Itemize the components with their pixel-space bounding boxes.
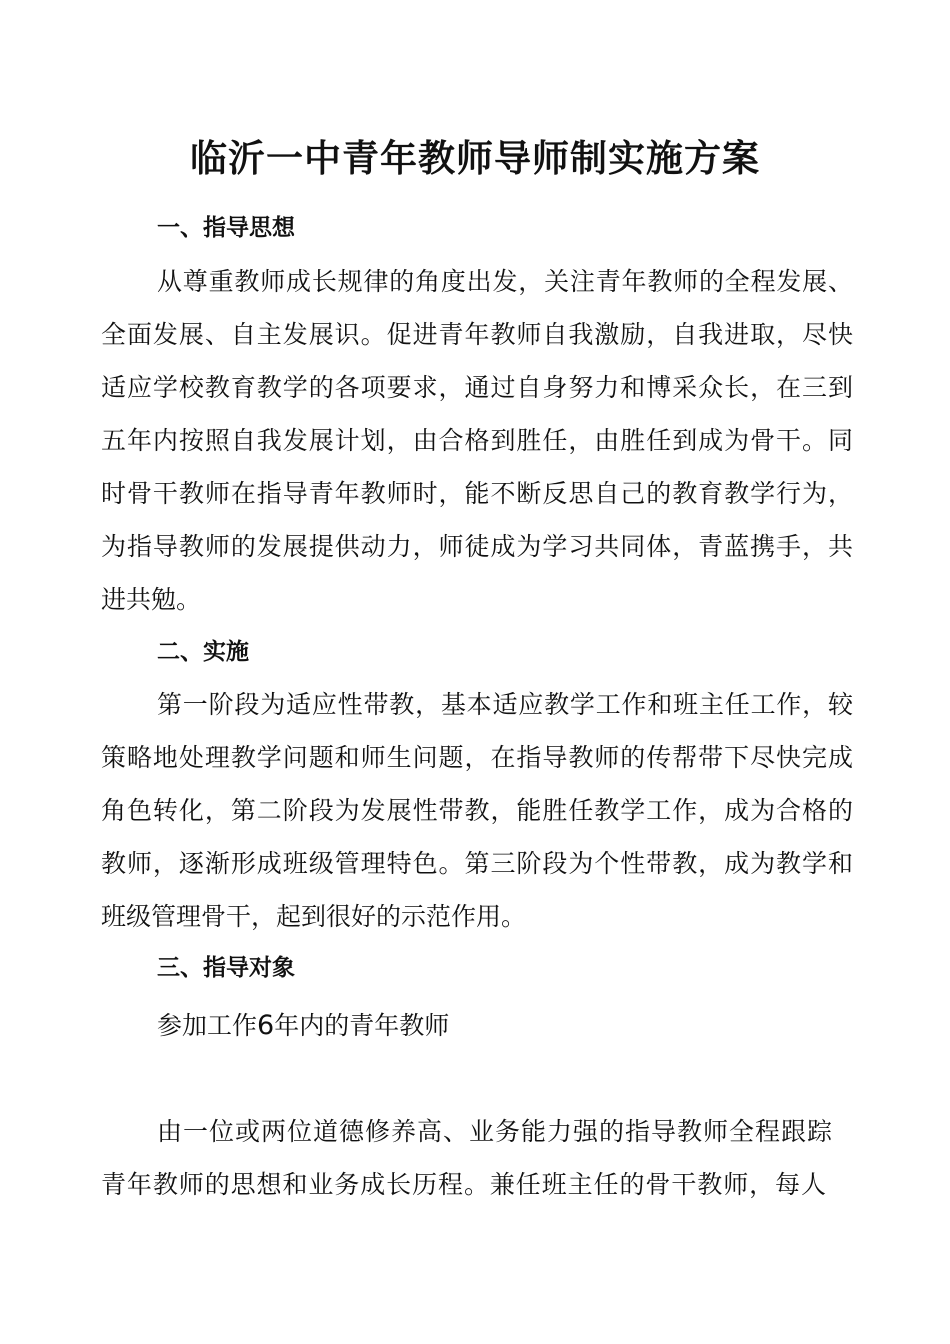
paragraph-line: 班级管理骨干，起到很好的示范作用。 <box>101 902 527 931</box>
paragraph-line: 由一位或两位道德修养高、业务能力强的指导教师全程跟踪 <box>157 1117 832 1146</box>
paragraph-line: 从尊重教师成长规律的角度出发，关注青年教师的全程发展、 <box>157 267 853 296</box>
paragraph-line: 角色转化，第二阶段为发展性带教，能胜任教学工作，成为合格的 <box>101 796 853 825</box>
paragraph-line: 进共勉。 <box>101 585 202 614</box>
target-prefix: 参加工作 <box>157 1011 258 1040</box>
section-heading-target: 三、指导对象 <box>157 955 295 981</box>
paragraph-line: 全面发展、自主发展识。促进青年教师自我激励，自我进取，尽快 <box>101 320 853 349</box>
paragraph-line: 第一阶段为适应性带教，基本适应教学工作和班主任工作，较 <box>157 690 853 719</box>
paragraph-line: 教师，逐渐形成班级管理特色。第三阶段为个性带教，成为教学和 <box>101 849 853 878</box>
paragraph-line: 时骨干教师在指导青年教师时，能不断反思自己的教育教学行为， <box>101 479 853 508</box>
paragraph-line: 青年教师的思想和业务成长历程。兼任班主任的骨干教师，每人 <box>101 1170 826 1199</box>
section-heading-implementation: 二、实施 <box>157 639 249 665</box>
paragraph-line: 策略地处理教学问题和师生问题，在指导教师的传帮带下尽快完成 <box>101 743 853 772</box>
paragraph-line: 五年内按照自我发展计划，由合格到胜任，由胜任到成为骨干。同 <box>101 426 853 455</box>
target-years: 6 <box>257 1010 275 1041</box>
target-suffix: 年内的青年教师 <box>274 1011 450 1040</box>
section-heading-guiding-thought: 一、指导思想 <box>157 215 295 241</box>
paragraph-line: 为指导教师的发展提供动力，师徒成为学习共同体，青蓝携手，共 <box>101 532 853 561</box>
target-description <box>157 1006 449 1042</box>
document-title: 临沂一中青年教师导师制实施方案 <box>190 137 760 180</box>
paragraph-line: 适应学校教育教学的各项要求，通过自身努力和博采众长，在三到 <box>101 373 853 402</box>
